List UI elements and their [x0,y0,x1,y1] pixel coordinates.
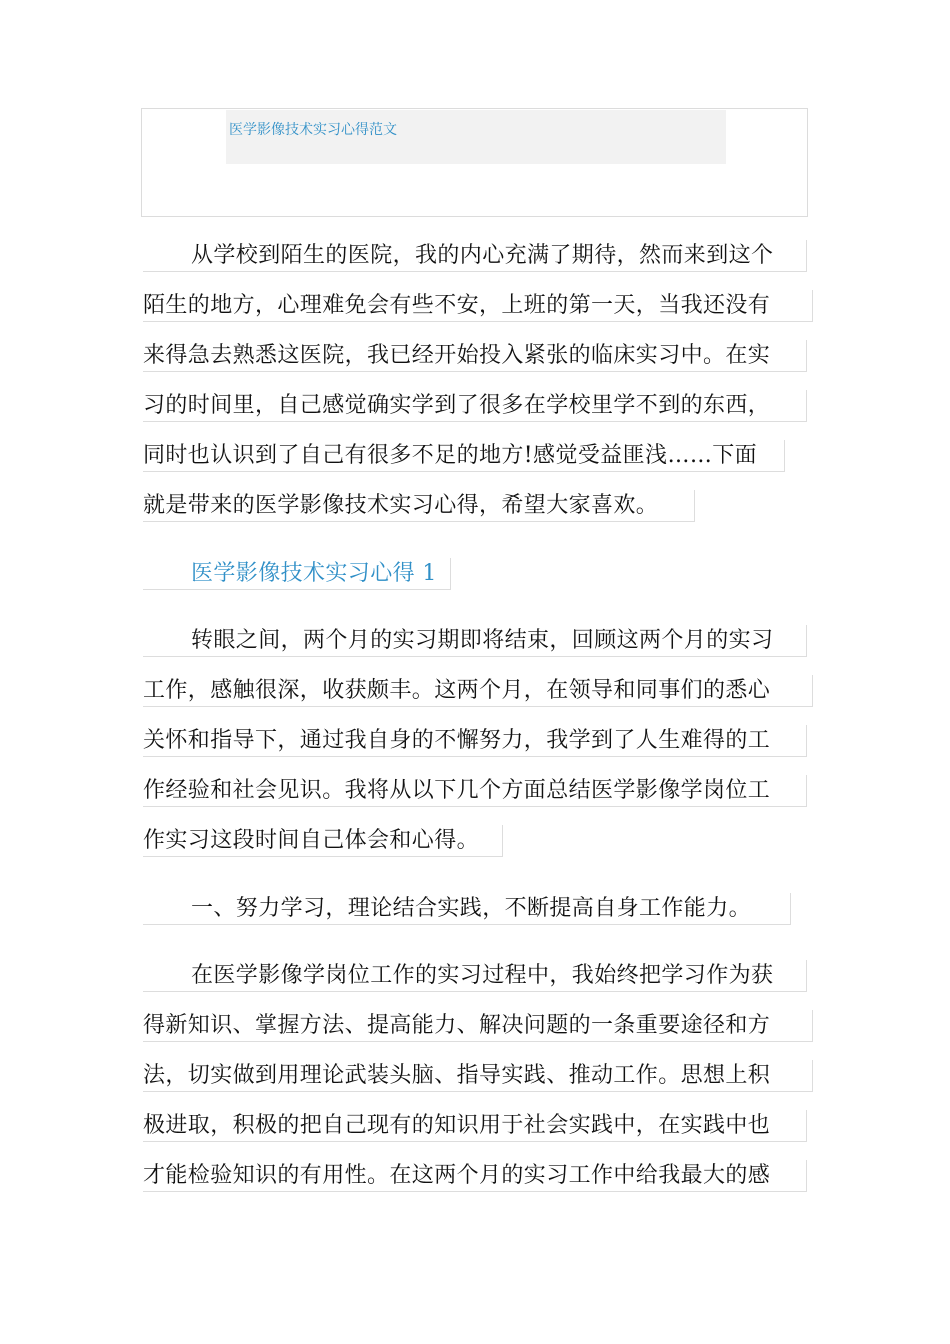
section-line: 转眼之间，两个月的实习期即将结束，回顾这两个月的实习 [143,625,807,657]
document-header-bar [226,110,726,164]
section-line: 得新知识、掌握方法、提高能力、解决问题的一条重要途径和方 [143,1010,813,1042]
intro-line: 陌生的地方，心理难免会有些不安，上班的第一天，当我还没有 [143,290,813,322]
intro-line: 从学校到陌生的医院，我的内心充满了期待，然而来到这个 [143,240,807,272]
section-line: 工作，感触很深，收获颇丰。这两个月，在领导和同事们的悉心 [143,675,813,707]
document-title: 医学影像技术实习心得范文 [229,122,397,138]
intro-line: 习的时间里，自己感觉确实学到了很多在学校里学不到的东西， [143,390,807,422]
intro-line: 来得急去熟悉这医院，我已经开始投入紧张的临床实习中。在实 [143,340,807,372]
subheading: 一、努力学习，理论结合实践，不断提高自身工作能力。 [143,893,791,925]
section-line: 才能检验知识的有用性。在这两个月的实习工作中给我最大的感 [143,1160,807,1192]
section-line: 法，切实做到用理论武装头脑、指导实践、推动工作。思想上积 [143,1060,813,1092]
section-line: 在医学影像学岗位工作的实习过程中，我始终把学习作为获 [143,960,807,992]
section-heading: 医学影像技术实习心得 1 [143,558,451,590]
intro-line: 就是带来的医学影像技术实习心得，希望大家喜欢。 [143,490,695,522]
document-header-box [141,108,808,217]
section-line: 作实习这段时间自己体会和心得。 [143,825,503,857]
section-line: 作经验和社会见识。我将从以下几个方面总结医学影像学岗位工 [143,775,807,807]
section-line: 关怀和指导下，通过我自身的不懈努力，我学到了人生难得的工 [143,725,807,757]
section-line: 极进取，积极的把自己现有的知识用于社会实践中，在实践中也 [143,1110,807,1142]
intro-line: 同时也认识到了自己有很多不足的地方!感觉受益匪浅……下面 [143,440,785,472]
